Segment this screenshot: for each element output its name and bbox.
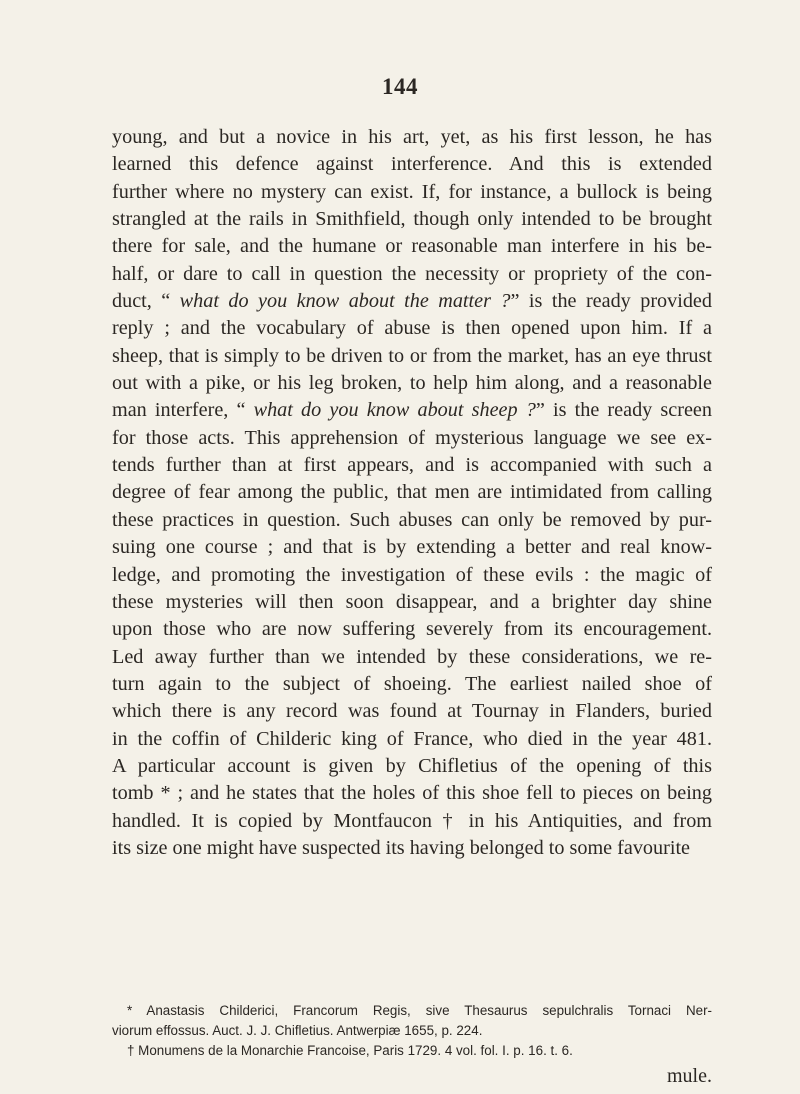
- text-line: handled. It is copied by Montfaucon † in his Antiquities, and from: [112, 809, 712, 832]
- text-line: degree of fear among the public, that men are intimidated from calling: [112, 481, 712, 504]
- text-segment: ” is the ready provided: [510, 290, 712, 313]
- text-line: which there is any record was found at Tournay in Flanders, buried: [112, 700, 712, 723]
- text-line: out with a pike, or his leg broken, to help him along, and a reasonable: [112, 372, 712, 395]
- footnote-line: * Anastasis Childerici, Francorum Regis, sive Thesaurus sepulchralis Tornaci Ner-: [127, 1003, 712, 1018]
- text-segment: man interfere, “: [112, 399, 254, 422]
- text-line: ledge, and promoting the investigation of these evils : the magic of: [112, 563, 712, 586]
- text-line: in the coffin of Childeric king of France, who died in the year 481.: [112, 727, 712, 750]
- text-line: tends further than at first appears, and is accompanied with such a: [112, 454, 712, 477]
- page-number: 144: [382, 74, 418, 99]
- text-line: A particular account is given by Chifletius of the opening of this: [112, 754, 712, 777]
- text-line: Led away further than we intended by these considerations, we re-: [112, 645, 712, 668]
- text-line: tomb * ; and he states that the holes of this shoe fell to pieces on being: [112, 782, 712, 805]
- text-segment: duct, “: [112, 290, 180, 313]
- italic-phrase: what do you know about sheep ?: [253, 399, 536, 422]
- text-line: [112, 288, 712, 315]
- text-line: half, or dare to call in question the necessity or propriety of the con-: [112, 262, 712, 285]
- text-line: there for sale, and the humane or reasonable man interfere in his be-: [112, 235, 712, 258]
- text-line: for those acts. This apprehension of mysterious language we see ex-: [112, 426, 712, 449]
- footnote-line: † Monumens de la Monarchie Francoise, Paris 1729. 4 vol. fol. I. p. 16. t. 6.: [127, 1043, 573, 1058]
- text-line: further where no mystery can exist. If, for instance, a bullock is being: [112, 180, 712, 203]
- text-line: learned this defence against interference. And this is extended: [112, 153, 712, 176]
- text-line: strangled at the rails in Smithfield, though only intended to be brought: [112, 208, 712, 231]
- text-line: reply ; and the vocabulary of abuse is then opened upon him. If a: [112, 317, 712, 340]
- text-line: its size one might have suspected its having belonged to some favourite: [112, 836, 691, 859]
- footnote-line: viorum effossus. Auct. J. J. Chifletius. Antwerpiæ 1655, p. 224.: [112, 1023, 483, 1038]
- footnotes: [112, 1001, 712, 1061]
- text-line: sheep, that is simply to be driven to or from the market, has an eye thrust: [112, 344, 712, 367]
- italic-phrase: what do you know about the matter ?: [179, 290, 511, 313]
- text-line: these mysteries will then soon disappear, and a brighter day shine: [112, 590, 712, 613]
- text-line: turn again to the subject of shoeing. The earliest nailed shoe of: [112, 672, 712, 695]
- text-line: these practices in question. Such abuses can only be removed by pur-: [112, 508, 712, 531]
- text-line: young, and but a novice in his art, yet, as his first lesson, he has: [112, 126, 712, 148]
- text-line: upon those who are now suffering severely from its encouragement.: [112, 618, 712, 641]
- body-text: [112, 124, 712, 862]
- text-line: [112, 397, 712, 424]
- text-segment: ” is the ready screen: [535, 399, 712, 422]
- catchword: mule.: [667, 1065, 712, 1087]
- text-line: suing one course ; and that is by extending a better and real know-: [112, 536, 712, 559]
